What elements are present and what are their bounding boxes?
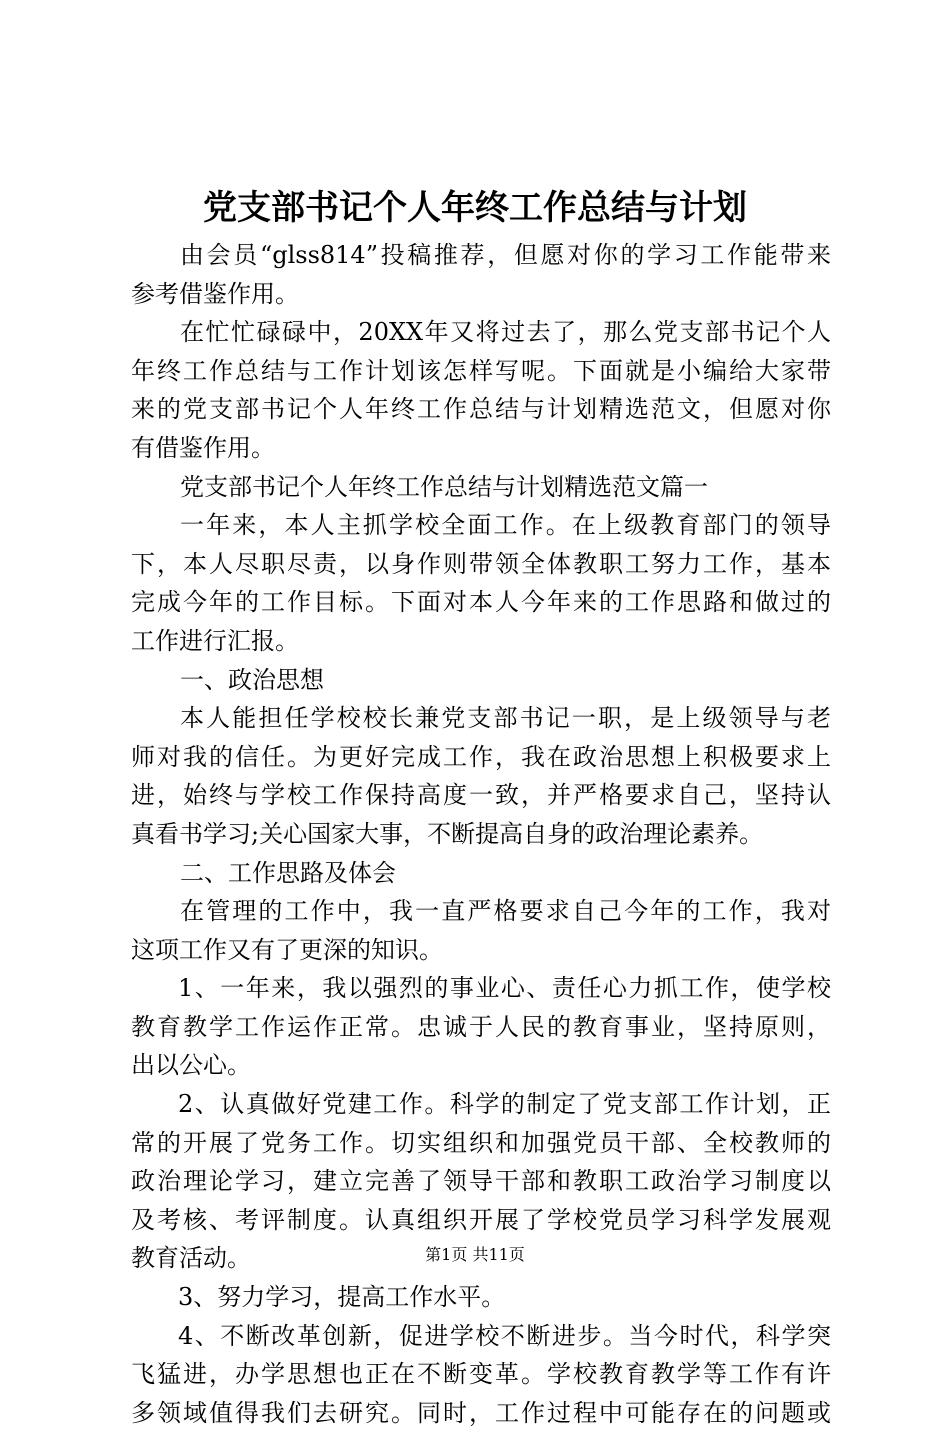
paragraph-line: 出以公心。 <box>131 1051 251 1080</box>
page-number-footer: 第1页 共11页 <box>425 1245 525 1264</box>
paragraph-line: 真看书学习;关心国家大事，不断提高自身的政治理论素养。 <box>131 819 764 848</box>
paragraph-line: 本人能担任学校校长兼党支部书记一职，是上级领导与老 <box>180 704 831 733</box>
paragraph-line: 进，始终与学校工作保持高度一致，并严格要求自己，坚持认 <box>131 781 831 810</box>
paragraph-line: 有借鉴作用。 <box>131 433 275 462</box>
document-title: 党支部书记个人年终工作总结与计划 <box>203 188 747 228</box>
paragraph-line: 4、不断改革创新，促进学校不断进步。当今时代，科学突 <box>178 1321 831 1350</box>
paragraph-line: 这项工作又有了更深的知识。 <box>131 935 443 964</box>
paragraph-line: 常的开展了党务工作。切实组织和加强党员干部、全校教师的 <box>131 1128 831 1157</box>
paragraph-line: 完成今年的工作目标。下面对本人今年来的工作思路和做过的 <box>131 588 831 617</box>
paragraph-line: 工作进行汇报。 <box>131 626 299 655</box>
paragraph-line: 在忙忙碌碌中，20XX年又将过去了，那么党支部书记个人 <box>180 318 831 347</box>
section-heading: 党支部书记个人年终工作总结与计划精选范文篇一 <box>180 472 708 501</box>
paragraph-line: 3、努力学习，提高工作水平。 <box>178 1283 506 1312</box>
paragraph-line: 在管理的工作中，我一直严格要求自己今年的工作，我对 <box>180 897 831 926</box>
paragraph-line: 年终工作总结与工作计划该怎样写呢。下面就是小编给大家带 <box>131 356 831 385</box>
paragraph-line: 政治理论学习，建立完善了领导干部和教职工政治学习制度以 <box>131 1167 831 1196</box>
paragraph-line: 一年来，本人主抓学校全面工作。在上级教育部门的领导 <box>180 511 831 540</box>
paragraph-line: 教育教学工作运作正常。忠诚于人民的教育事业，坚持原则， <box>131 1012 831 1041</box>
paragraph-line: 参考借鉴作用。 <box>131 279 299 308</box>
paragraph-line: 由会员“glss814”投稿推荐，但愿对你的学习工作能带来 <box>180 241 831 269</box>
paragraph-line: 及考核、考评制度。认真组织开展了学校党员学习科学发展观 <box>131 1205 831 1234</box>
paragraph-line: 2、认真做好党建工作。科学的制定了党支部工作计划，正 <box>178 1090 831 1119</box>
paragraph-line: 飞猛进，办学思想也正在不断变革。学校教育教学等工作有许 <box>131 1360 831 1389</box>
section-heading: 二、工作思路及体会 <box>180 858 396 887</box>
paragraph-line: 1、一年来，我以强烈的事业心、责任心力抓工作，使学校 <box>178 974 831 1003</box>
paragraph-line: 教育活动。 <box>131 1244 251 1273</box>
paragraph-line: 下，本人尽职尽责，以身作则带领全体教职工努力工作，基本 <box>131 549 831 578</box>
paragraph-line: 师对我的信任。为更好完成工作，我在政治思想上积极要求上 <box>131 742 831 771</box>
paragraph-line: 多领域值得我们去研究。同时，工作过程中可能存在的问题或 <box>131 1398 831 1427</box>
section-heading: 一、政治思想 <box>180 665 324 694</box>
paragraph-line: 来的党支部书记个人年终工作总结与计划精选范文，但愿对你 <box>131 395 831 424</box>
